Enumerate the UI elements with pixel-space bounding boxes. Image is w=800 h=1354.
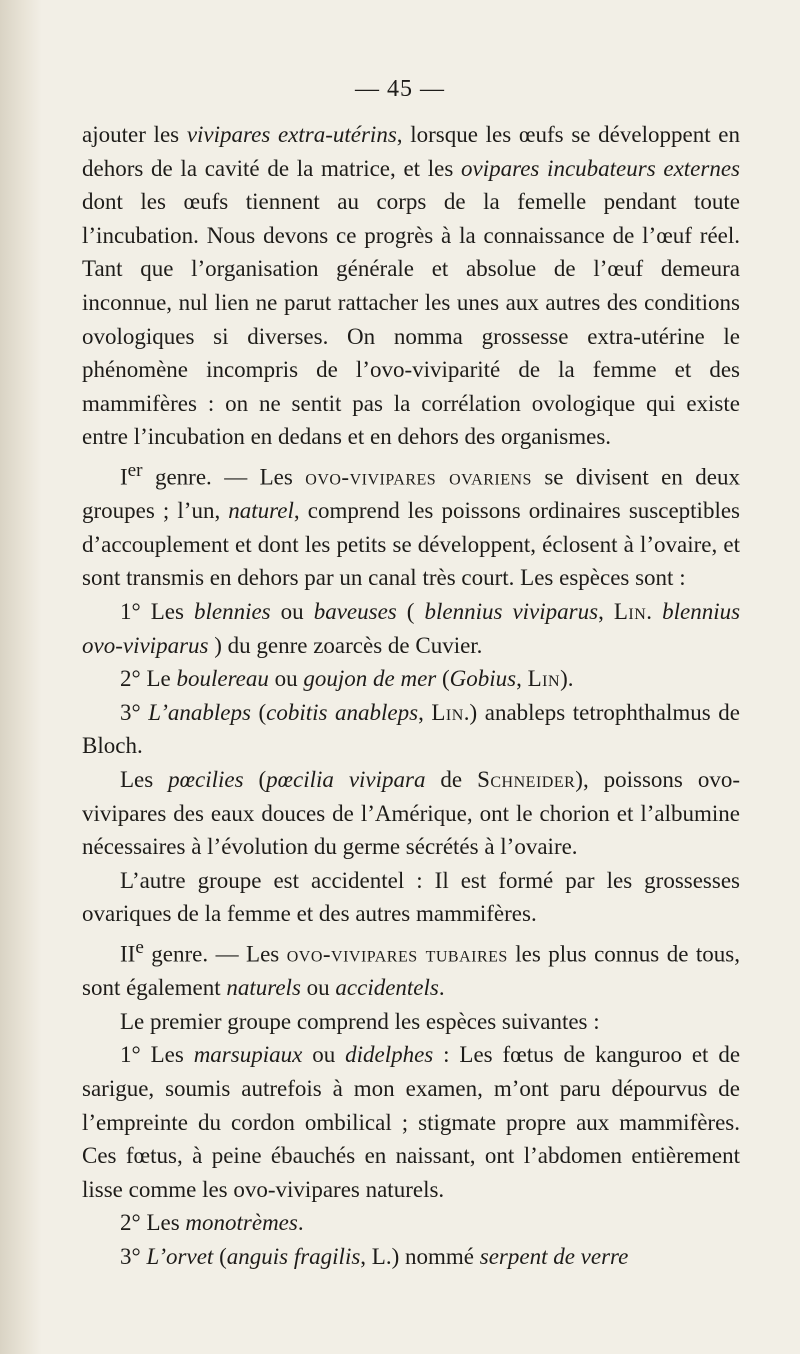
text-run: (	[243, 766, 267, 792]
list-item-orvet	[82, 1240, 740, 1274]
text-run: 3°	[120, 1243, 147, 1269]
text-run: (	[436, 666, 450, 692]
italic-term: blennius ovo-viviparus	[82, 598, 741, 658]
list-item-monotremes	[82, 1206, 740, 1240]
text-run: .	[297, 1210, 304, 1236]
italic-term: vivipares extra-utérins	[186, 122, 397, 147]
text-run: (	[250, 699, 267, 725]
text-run: L’autre groupe est accidentel : Il est formé par les grossesses ovariques de la femme et des autres mammifères.	[82, 867, 740, 927]
text-run: Les	[120, 766, 169, 792]
list-item-anableps	[82, 696, 740, 763]
text-run: , comprend les poissons ordinaires susceptibles d’accouplement et dont les petits se développent, éclosent à l’ovaire, et sont transmis en dehors par un canal très court. Les espèces sont :	[82, 498, 740, 591]
text-run: .) anableps tetrophthalmus de Bloch.	[82, 699, 740, 759]
paragraph-poecilies	[82, 763, 740, 864]
text-run: ou	[302, 1042, 346, 1068]
page-number: — 45 —	[355, 76, 445, 102]
text-run: ), poissons ovo-vivipares des eaux douces de l’Amérique, ont le chorion et l’albumine nécessaires à l’évolution du germe sécrétés à l’ovaire.	[82, 766, 740, 860]
text-run: .	[646, 598, 663, 624]
text-run: ).	[560, 666, 574, 692]
text-run: 2° Les	[120, 1210, 186, 1236]
small-caps-term: ovo-vivipares ovariens	[305, 464, 532, 490]
text-run: : Les fœtus de kanguroo et de sarigue, soumis autrefois à mon examen, m’ont paru dépourvus de l’empreinte du cordon ombilical ; stigmate propre aux mammifères. Ces fœtus, à peine ébauchés en naissant, ont l’abdomen entièrement lisse comme les ovo-vivipares naturels.	[82, 1042, 741, 1202]
author-name: Schneider	[477, 766, 576, 792]
italic-term: pœcilies	[168, 766, 244, 792]
list-item-boulereau	[82, 662, 740, 696]
text-run: .	[438, 975, 445, 1001]
italic-term: goujon de mer	[303, 666, 437, 692]
italic-term: L’orvet	[146, 1243, 214, 1269]
text-run: , lorsque les œufs se développent en dehors de la cavité de la matrice, et les	[82, 122, 740, 181]
italic-term: serpent de verre	[479, 1243, 629, 1269]
author-abbrev: Lin	[613, 598, 647, 624]
paragraph-genre-2	[82, 931, 740, 1005]
text-run: ,	[516, 666, 528, 692]
text-run: 3°	[120, 699, 149, 725]
text-run: ,	[598, 598, 614, 624]
author-abbrev: Lin	[431, 699, 464, 725]
italic-term: accidentels	[335, 975, 439, 1001]
paragraph-first-group	[82, 1005, 740, 1039]
italic-term: cobitis anableps	[266, 699, 419, 725]
text-run: se divisent en deux groupes ; l’un,	[82, 464, 741, 524]
italic-term: monotrèmes	[185, 1210, 298, 1236]
italic-term: anguis fragilis	[226, 1243, 361, 1269]
italic-term: naturels	[226, 975, 301, 1001]
text-run: ou	[270, 598, 314, 624]
ordinal-suffix: e	[135, 936, 144, 958]
text-run: ou	[300, 975, 336, 1001]
text-run: genre. — Les	[142, 464, 306, 490]
text-run: 1° Les	[120, 598, 194, 624]
list-item-marsupiaux	[82, 1038, 740, 1206]
text-run: de	[425, 766, 478, 792]
text-run: les plus connus de tous, sont également	[82, 941, 740, 1001]
paragraph-1	[82, 118, 740, 454]
text-run: dont les œufs tiennent au corps de la femelle pendant toute l’incubation. Nous devons ce progrès à la connaissance de l’œuf réel. Tant que l’organisation générale et absolue de l’œuf demeura inconnue, nul lien ne parut rattacher les unes aux autres des conditions ovologiques si diverses. On nomma grossesse extra-utérine le phénomène incompris de l’ovo-viviparité de la femme et des mammifères : on ne sentit pas la corrélation ovologique qui existe entre l’incubation en dedans et en dehors des organismes.	[82, 189, 740, 450]
small-caps-term: ovo-vivipares tubaires	[286, 941, 508, 967]
italic-term: naturel	[228, 498, 294, 524]
italic-term: baveuses	[313, 598, 397, 624]
italic-term: marsupiaux	[193, 1042, 303, 1068]
italic-term: blennies	[193, 598, 271, 624]
author-abbrev: Lin	[527, 666, 561, 692]
text-run: 2° Le	[120, 666, 177, 692]
text-run: Le premier groupe comprend les espèces suivantes :	[120, 1008, 600, 1034]
italic-term: pœcilia vivipara	[266, 766, 426, 792]
text-run: genre. — Les	[143, 941, 287, 967]
page-edge-shadow	[0, 0, 42, 1354]
genre-numeral: I	[120, 464, 128, 490]
text-run: ou	[268, 666, 304, 692]
text-run: (	[396, 598, 425, 624]
italic-term: didelphes	[345, 1042, 434, 1068]
text-run: ,	[418, 699, 432, 725]
body-text	[82, 118, 740, 1274]
text-run: ) du genre zoarcès de Cuvier.	[208, 632, 483, 658]
genre-numeral: II	[120, 941, 136, 967]
italic-term: blennius viviparus	[424, 598, 599, 624]
list-item-blennies	[82, 595, 740, 662]
text-run: 1° Les	[120, 1042, 194, 1068]
ordinal-suffix: er	[127, 459, 143, 481]
paragraph-other-group	[82, 864, 740, 931]
italic-term: Gobius	[449, 666, 517, 692]
text-run: ajouter les	[82, 122, 187, 147]
text-run: , L.) nommé	[360, 1243, 480, 1269]
text-run: (	[213, 1243, 227, 1269]
italic-term: ovipares incubateurs externes	[461, 155, 740, 181]
italic-term: boulereau	[176, 666, 269, 692]
paragraph-genre-1	[82, 454, 740, 595]
italic-term: L’anableps	[148, 699, 251, 725]
